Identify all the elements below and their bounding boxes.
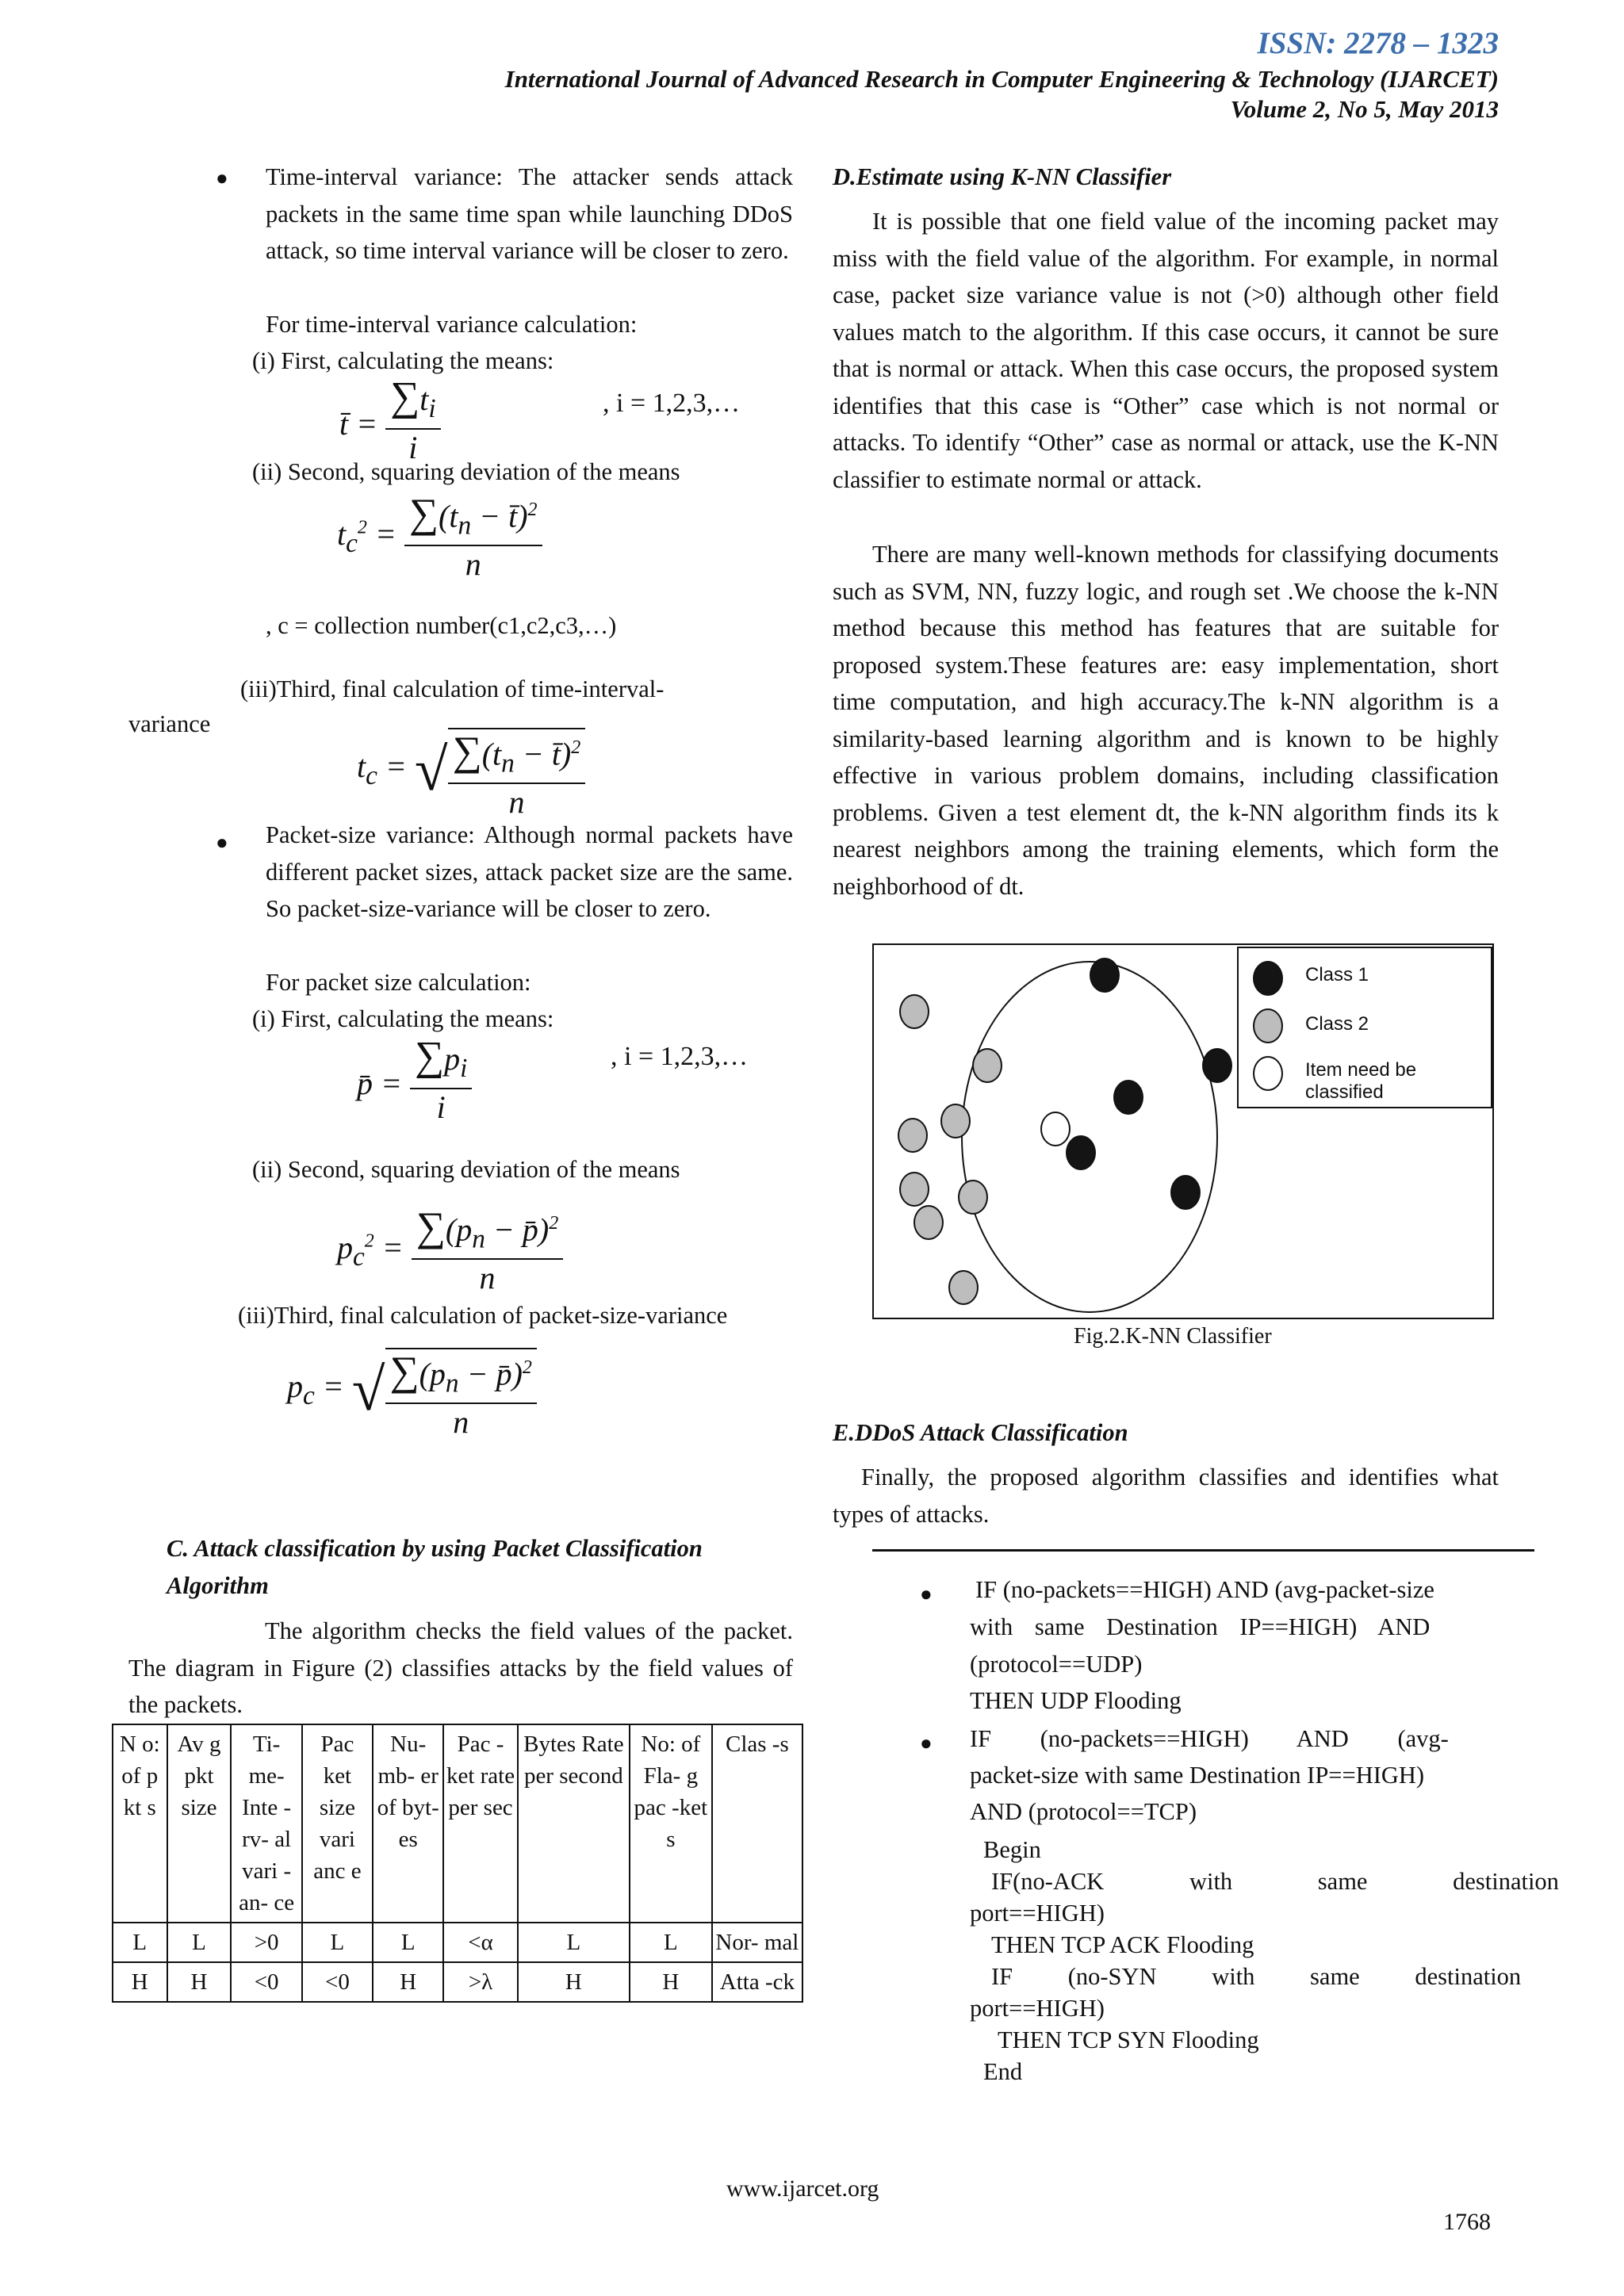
- eq-packet-squared-deviation: $p_c^2$ = $\frac{\sum(p_n - p̄)^2}{n}$: [337, 1205, 563, 1296]
- table-cell: H: [630, 1962, 712, 2002]
- rule2-if-ack: IF(no-ACK with same destination: [991, 1868, 1559, 1895]
- section-d-paragraph1: It is possible that one field value of the incoming packet may miss with the field value of the algorithm. For example, in normal case, packet size variance value is not (>0) although other field values match to the algorithm. If this case occurs, it cannot be sure that is normal or attack. When this case occurs, the proposed system identifies that this case is “Other” case which is not normal or attacks. To identify “Other” case as normal or attack, use the K-NN classifier to estimate normal or attack.: [833, 208, 1499, 493]
- packet-size-bullet: Packet-size variance: Although normal packets have different packet sizes, attack packet size are the same. So packet-size-variance will be closer to zero.: [266, 821, 793, 922]
- rule1-line4: THEN UDP Flooding: [970, 1687, 1182, 1714]
- eq-time-squared-deviation: $t_c^2$ = $\frac{\sum(t_n - t̄)^2}{n}$: [337, 492, 542, 583]
- ps-step3: (iii)Third, final calculation of packet-size-variance: [238, 1302, 728, 1329]
- rule1-line1: IF (no-packets==HIGH) AND (avg-packet-size: [975, 1576, 1434, 1603]
- table-cell: >λ: [443, 1962, 517, 2002]
- table-header-cell: Ti- me- Inte -rv- al vari -an- ce: [231, 1724, 301, 1923]
- section-c-title: C. Attack classification by using Packet Classification Algorithm: [167, 1535, 703, 1599]
- table-cell: L: [373, 1923, 443, 1962]
- rule2-if-syn: IF (no-SYN with same destination: [991, 1963, 1522, 1990]
- bullet-icon: ●: [920, 1732, 933, 1755]
- table-header-cell: Clas -s: [712, 1724, 802, 1923]
- table-cell: <0: [302, 1962, 373, 2002]
- time-interval-bullet: Time-interval variance: The attacker sends attack packets in the same time span while launching DDoS attack, so time interval variance will be closer to zero.: [266, 163, 793, 264]
- section-d-title: D.Estimate using K-NN Classifier: [833, 163, 1172, 190]
- section-e-title: E.DDoS Attack Classification: [833, 1419, 1128, 1446]
- table-cell: L: [167, 1923, 232, 1962]
- table-header-cell: Nu- mb- er of byt- es: [373, 1724, 443, 1923]
- rule2-then-ack: THEN TCP ACK Flooding: [991, 1931, 1254, 1958]
- section-d-paragraph2: There are many well-known methods for classifying documents such as SVM, NN, fuzzy logic, and rough set .We choose the k-NN method because this method has features that are suitable for proposed system.These features are: easy implementation, short time computation, and high accuracy.The k-NN algorithm is a similarity-based learning algorithm and is known to be highly effective in various problem domains, including classification problems. Given a test element dt, the k-NN algorithm finds its k nearest neighbors among the training elements, which form the neighborhood of dt.: [833, 541, 1499, 900]
- table-cell: >0: [231, 1923, 301, 1962]
- bullet-icon: ●: [216, 831, 228, 854]
- table-header-cell: No: of Fla- g pac -ket s: [630, 1724, 712, 1923]
- ps-step1: (i) First, calculating the means:: [252, 1005, 554, 1032]
- table-cell: H: [113, 1962, 167, 2002]
- table-cell: Nor- mal: [712, 1923, 802, 1962]
- ti-index: , i = 1,2,3,…: [603, 388, 741, 418]
- table-cell: L: [630, 1923, 712, 1962]
- table-header-cell: Pac ket size vari anc e: [302, 1724, 373, 1923]
- table-header-cell: Av g pkt size: [167, 1724, 232, 1923]
- table-cell: H: [518, 1962, 630, 2002]
- ti-calc-intro: For time-interval variance calculation:: [266, 311, 638, 338]
- ti-step1: (i) First, calculating the means:: [252, 347, 554, 374]
- legend-class1-label: Class 1: [1305, 964, 1369, 985]
- ti-step3a: (iii)Third, final calculation of time-interval-: [240, 675, 665, 702]
- table-header-cell: Pac -ket rate per sec: [443, 1724, 517, 1923]
- eq-time-mean: t̄ = $\frac{\sum t_i}{i}$: [339, 379, 441, 466]
- rule2-line2: packet-size with same Destination IP==HIGH): [970, 1762, 1425, 1789]
- volume-info: Volume 2, No 5, May 2013: [1230, 95, 1499, 123]
- eq-packet-mean: p̄ = $\frac{\sum p_i}{i}$: [357, 1039, 472, 1126]
- legend-unclassified-label: Item need be classified: [1305, 1059, 1417, 1103]
- footer-url[interactable]: www.ijarcet.org: [726, 2175, 879, 2202]
- issn-header: ISSN: 2278 – 1323: [1257, 26, 1499, 60]
- rule-divider: [872, 1549, 1534, 1552]
- table-cell: H: [167, 1962, 232, 2002]
- rule1-line3: (protocol==UDP): [970, 1651, 1143, 1678]
- ti-collection: , c = collection number(c1,c2,c3,…): [266, 612, 617, 639]
- journal-title: International Journal of Advanced Research in Computer Engineering & Technology (IJARCET): [504, 65, 1499, 93]
- ps-calc-intro: For packet size calculation:: [266, 969, 531, 996]
- section-e-text: Finally, the proposed algorithm classifies and identifies what types of attacks.: [833, 1464, 1499, 1528]
- table-cell: <α: [443, 1923, 517, 1962]
- eq-packet-variance: $p_c$ = √ $\frac{\sum(p_n - p̄)^2}{n}$: [287, 1348, 537, 1441]
- table-cell: L: [518, 1923, 630, 1962]
- eq-time-variance: $t_c$ = √ $\frac{\sum(t_n - t̄)^2}{n}$: [357, 728, 585, 821]
- legend-class2-label: Class 2: [1305, 1013, 1369, 1035]
- table-header-cell: N o: of p kt s: [113, 1724, 167, 1923]
- bullet-icon: ●: [920, 1582, 933, 1605]
- table-cell: L: [113, 1923, 167, 1962]
- table-header-cell: Bytes Rate per second: [518, 1724, 630, 1923]
- rule2-then-syn: THEN TCP SYN Flooding: [998, 2026, 1259, 2053]
- rule1-line2: with same Destination IP==HIGH) AND: [970, 1613, 1431, 1640]
- ti-step3b: variance: [128, 710, 211, 737]
- rule2-port-syn: port==HIGH): [970, 1995, 1105, 2022]
- rule2-end: End: [983, 2058, 1023, 2085]
- table-cell: L: [302, 1923, 373, 1962]
- ps-step2: (ii) Second, squaring deviation of the means: [252, 1156, 680, 1183]
- rule2-begin: Begin: [983, 1836, 1041, 1863]
- ps-index: , i = 1,2,3,…: [611, 1042, 749, 1071]
- bullet-icon: ●: [216, 166, 228, 189]
- table-cell: <0: [231, 1962, 301, 2002]
- table-cell: H: [373, 1962, 443, 2002]
- ti-step2: (ii) Second, squaring deviation of the means: [252, 458, 680, 485]
- rule2-line3: AND (protocol==TCP): [970, 1798, 1197, 1825]
- section-c-text: The algorithm checks the field values of the packet. The diagram in Figure (2) classifies attacks by the field values of the packets.: [128, 1617, 793, 1718]
- rule2-port-ack: port==HIGH): [970, 1900, 1105, 1927]
- rule2-line1: IF (no-packets==HIGH) AND (avg-: [970, 1725, 1449, 1752]
- table-cell: Atta -ck: [712, 1962, 802, 2002]
- page-number: 1768: [1443, 2209, 1491, 2235]
- figure-caption: Fig.2.K-NN Classifier: [1074, 1324, 1272, 1349]
